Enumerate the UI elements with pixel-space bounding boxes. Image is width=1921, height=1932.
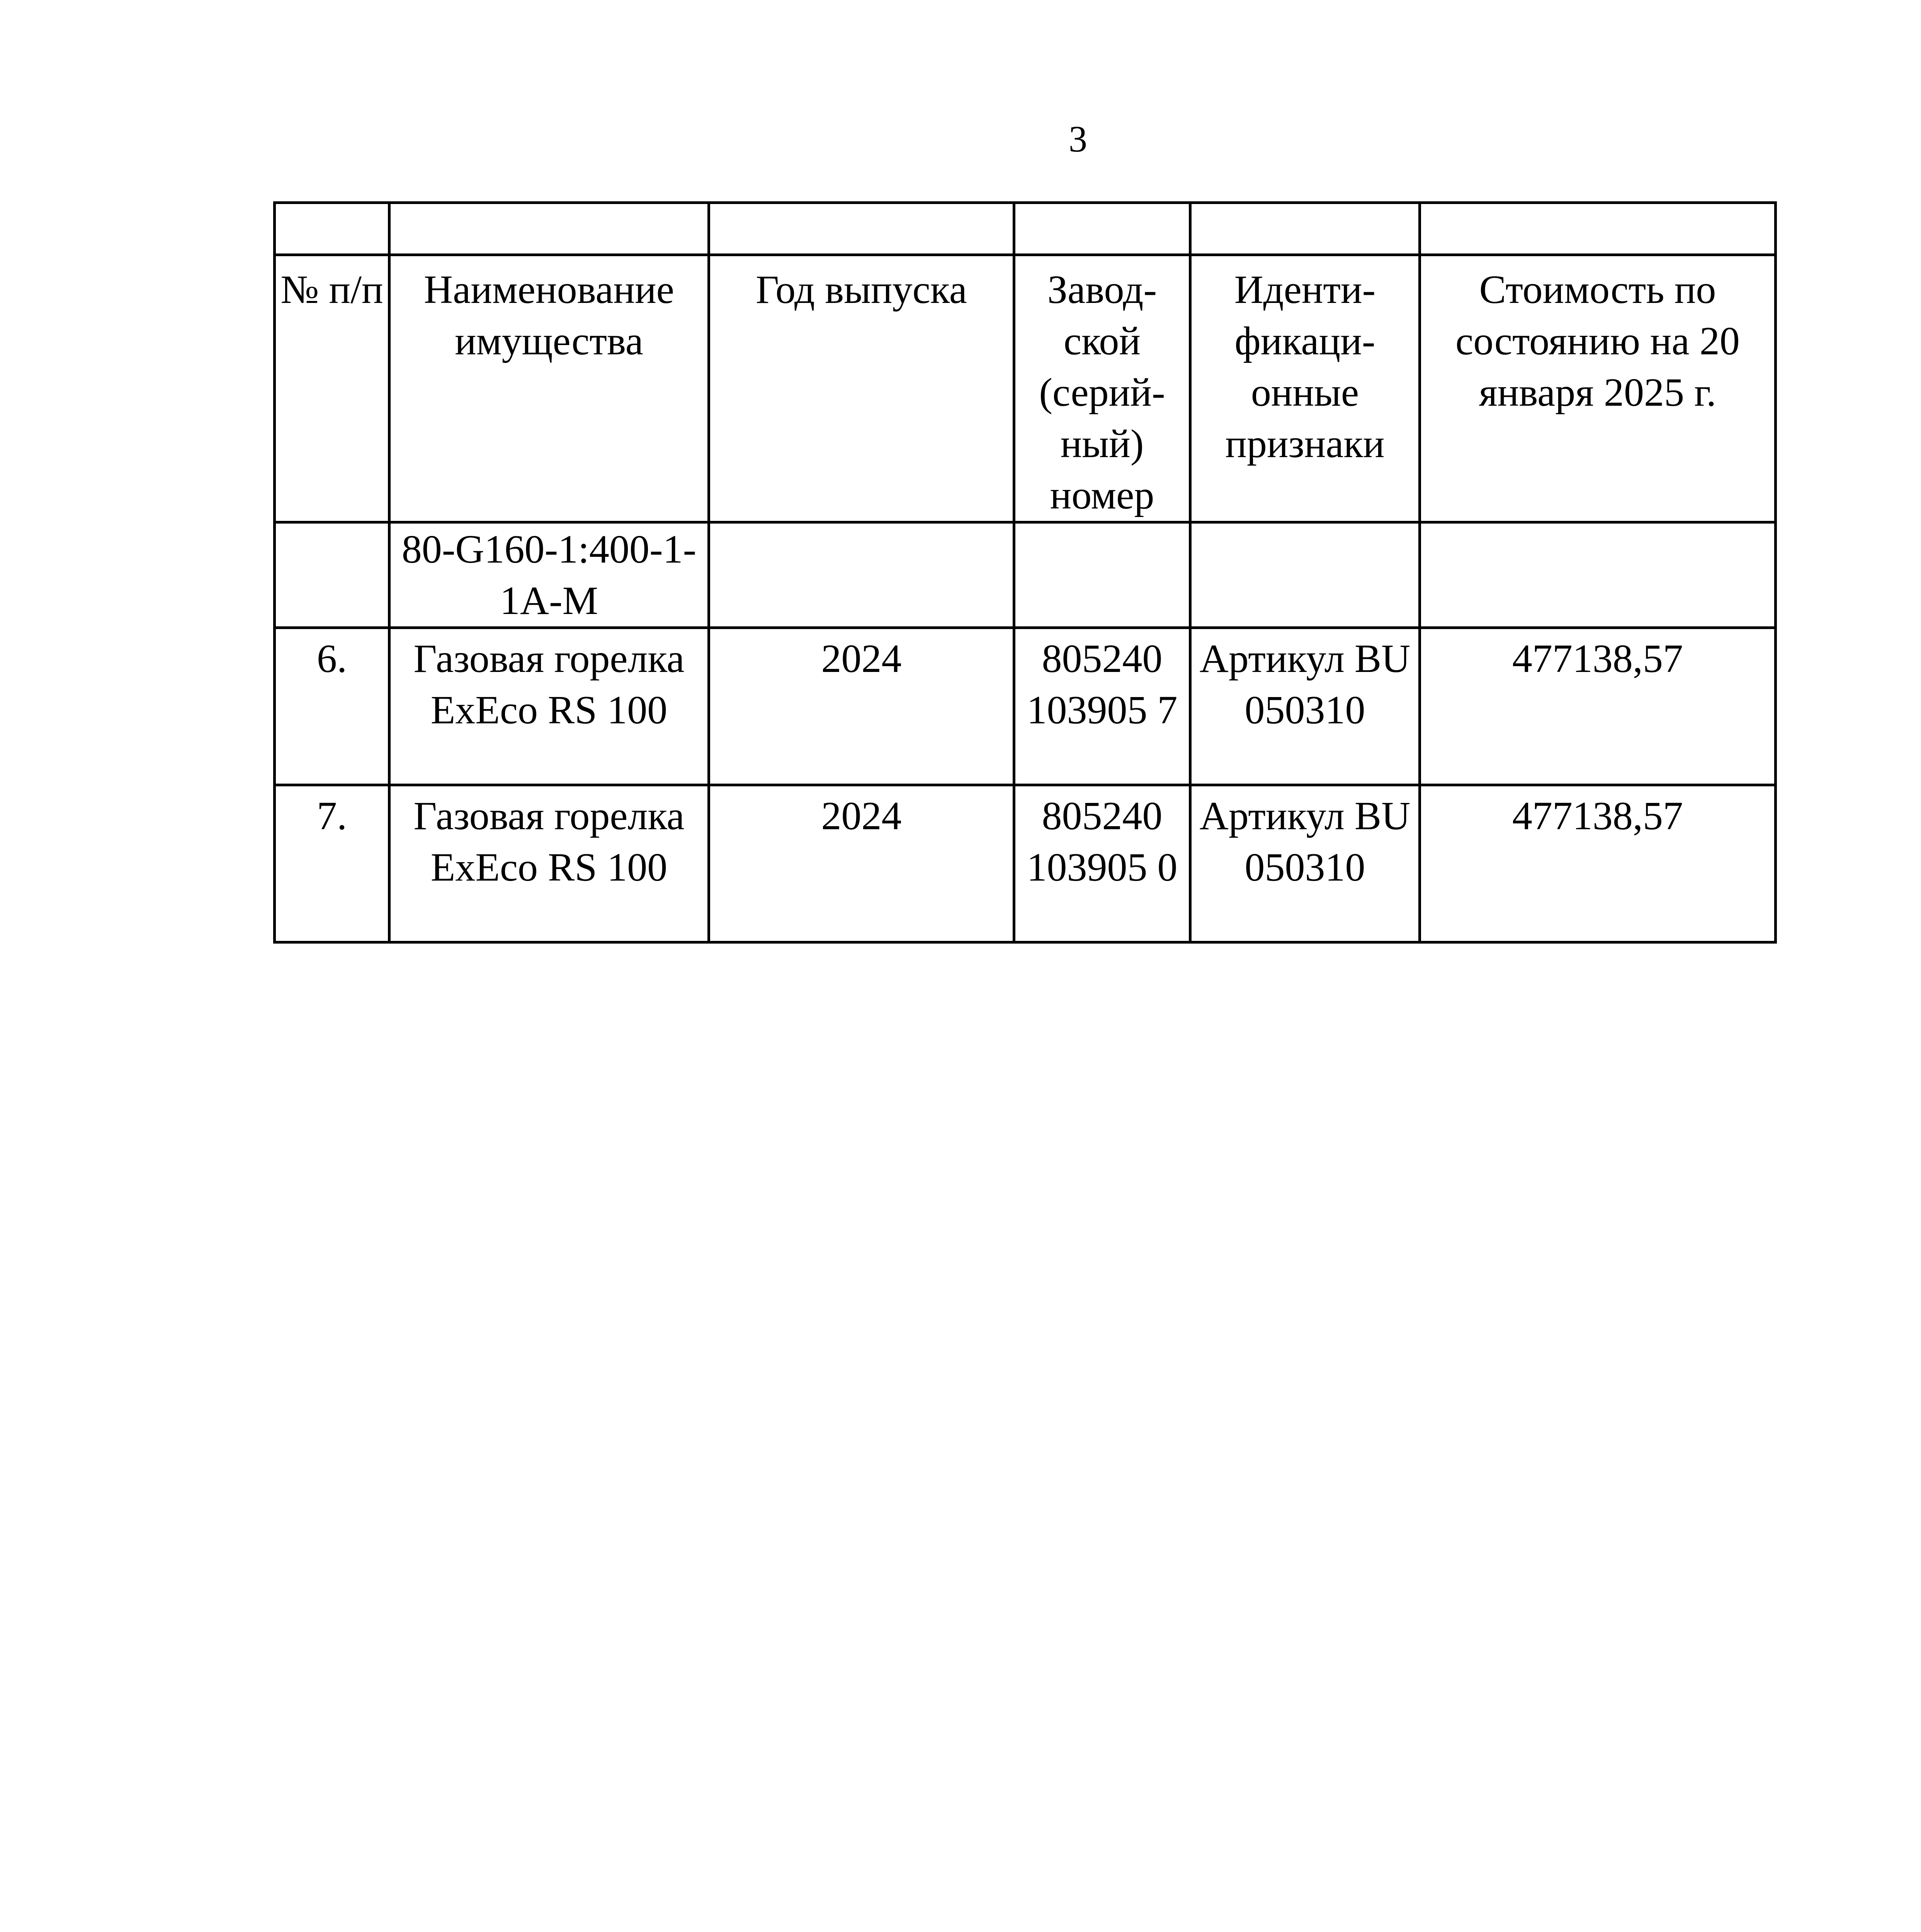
header-serial: Завод-ской (серий-ный) номер [1014, 255, 1190, 522]
property-table [273, 201, 1777, 944]
blank-cell [709, 203, 1014, 255]
cell-ident: Артикул BU 050310 [1190, 628, 1420, 785]
table-row [275, 785, 1776, 942]
continuation-row [275, 522, 1776, 628]
blank-cell [275, 203, 389, 255]
column-number-row [275, 203, 1776, 255]
blank-cell [389, 203, 709, 255]
cell-name: Газовая горелка ExEco RS 100 [389, 628, 709, 785]
header-year: Год выпуска [709, 255, 1014, 522]
cell-cost: 477138,57 [1420, 628, 1776, 785]
cell-name: Газовая горелка ExEco RS 100 [389, 785, 709, 942]
cell-year: 2024 [709, 628, 1014, 785]
cell-num: 6. [275, 628, 389, 785]
cell-serial: 805240 103905 7 [1014, 628, 1190, 785]
cell-num: 7. [275, 785, 389, 942]
table-row [275, 628, 1776, 785]
cell-year: 2024 [709, 785, 1014, 942]
cell-year [709, 522, 1014, 628]
cell-name: 80-G160-1:400-1-1A-M [389, 522, 709, 628]
cell-serial [1014, 522, 1190, 628]
header-name: Наименование имущества [389, 255, 709, 522]
cell-cost: 477138,57 [1420, 785, 1776, 942]
blank-cell [1190, 203, 1420, 255]
blank-cell [1014, 203, 1190, 255]
cell-cost [1420, 522, 1776, 628]
cell-ident: Артикул BU 050310 [1190, 785, 1420, 942]
cell-serial: 805240 103905 0 [1014, 785, 1190, 942]
header-cost: Стоимость по состоянию на 20 января 2025 г. [1420, 255, 1776, 522]
cell-ident [1190, 522, 1420, 628]
header-ident: Иденти-фикаци-онные признаки [1190, 255, 1420, 522]
cell-num [275, 522, 389, 628]
header-num: № п/п [275, 255, 389, 522]
page-number: 3 [1069, 118, 1087, 160]
header-row [275, 255, 1776, 522]
blank-cell [1420, 203, 1776, 255]
